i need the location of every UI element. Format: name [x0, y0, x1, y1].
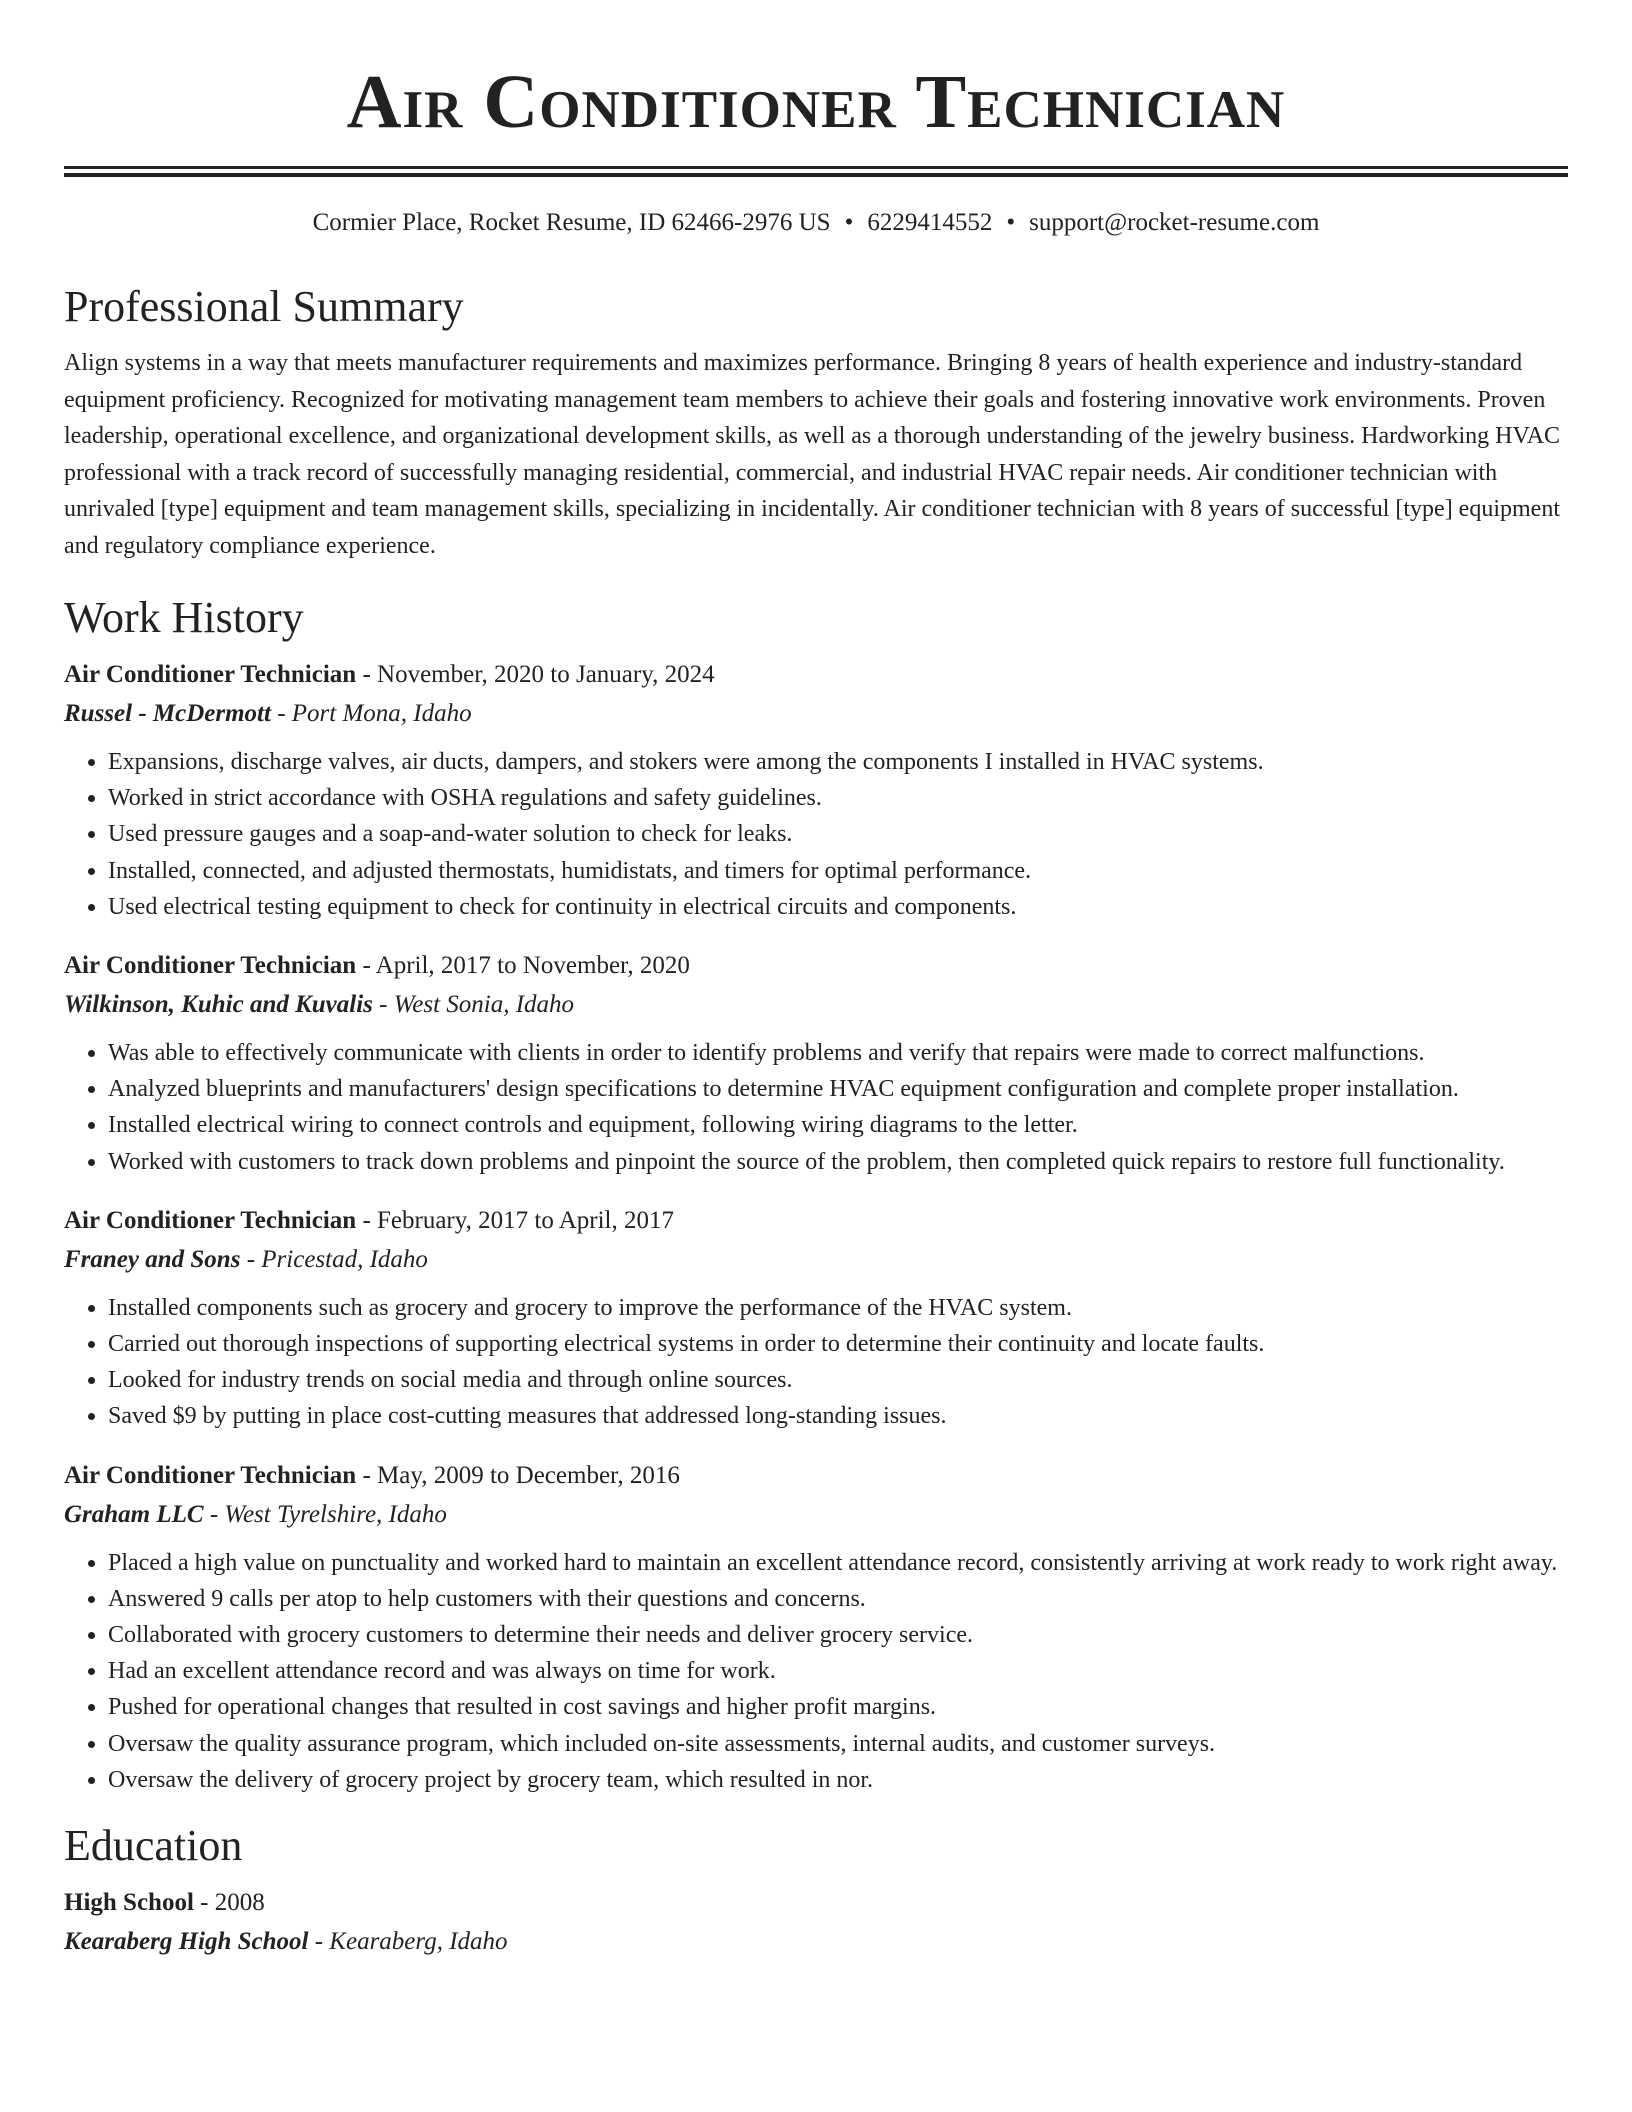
job-location: - West Tyrelshire, Idaho — [203, 1500, 447, 1528]
job-role: Air Conditioner Technician — [64, 1461, 357, 1489]
summary-text: Align systems in a way that meets manufacturer requirements and maximizes performance. Bringing 8 years of health experience and industry-standard equipment proficiency. Recognized for motivating management team members to achieve their goals and fostering innovative work environments. Proven leadership, operational excellence, and organizational development skills, as well as a thorough understanding of the jewelry business. Hardworking HVAC professional with a track record of successfully managing residential, commercial, and industrial HVAC repair needs. Air conditioner technician with unrivaled [type] equipment and team management skills, specializing in incidentally. Air conditioner technician with 8 years of successful [type] equipment and regulatory compliance experience. — [64, 350, 1561, 559]
job-role: Air Conditioner Technician — [64, 952, 357, 980]
job-title-line — [64, 1202, 1568, 1240]
header-double-rule — [64, 166, 1568, 177]
job-bullet-item: • Worked with customers to track down problems and pinpoint the source of the problem, then completed quick repairs to restore full functionality. — [108, 1144, 1568, 1180]
job-entry — [64, 1202, 1568, 1435]
job-bullet-list — [64, 1290, 1568, 1435]
contact-phone: 6229414552 — [867, 209, 993, 236]
job-entry — [64, 656, 1568, 925]
job-bullet-item: • Pushed for operational changes that resulted in cost savings and higher profit margins. — [108, 1689, 1568, 1725]
job-entry — [64, 947, 1568, 1180]
job-bullet-item: • Used pressure gauges and a soap-and-water solution to check for leaks. — [108, 816, 1568, 852]
job-dates: - May, 2009 to December, 2016 — [356, 1461, 680, 1489]
job-title-line — [64, 656, 1568, 694]
education-degree-line — [64, 1884, 1568, 1922]
contact-separator: • — [1006, 209, 1016, 236]
job-role: Air Conditioner Technician — [64, 1206, 357, 1234]
job-company-line — [64, 694, 1568, 734]
job-company-line — [64, 1240, 1568, 1280]
job-bullet-item: • Installed components such as grocery and grocery to improve the performance of the HVAC system. — [108, 1290, 1568, 1326]
contact-line — [64, 207, 1568, 239]
job-company: Russel - McDermott — [64, 700, 271, 727]
job-bullet-list — [64, 744, 1568, 925]
job-bullet-item: • Expansions, discharge valves, air ducts, dampers, and stokers were among the components I installed in HVAC systems. — [108, 744, 1568, 780]
contact-separator: • — [844, 209, 854, 236]
job-company-line — [64, 985, 1568, 1025]
job-company: Franey and Sons — [64, 1245, 241, 1273]
job-bullet-item: • Answered 9 calls per atop to help customers with their questions and concerns. — [108, 1581, 1568, 1617]
summary-section-title: Professional Summary — [64, 282, 464, 331]
job-location: - Pricestad, Idaho — [240, 1245, 428, 1273]
job-company-line — [64, 1495, 1568, 1535]
education-year: - 2008 — [193, 1889, 265, 1917]
job-bullet-item: • Worked in strict accordance with OSHA regulations and safety guidelines. — [108, 780, 1568, 816]
job-bullet-item: • Was able to effectively communicate with clients in order to identify problems and verify that repairs were made to correct malfunctions. — [108, 1035, 1568, 1071]
job-bullet-item: • Analyzed blueprints and manufacturers' design specifications to determine HVAC equipment configuration and complete proper installation. — [108, 1071, 1568, 1107]
job-bullet-item: • Placed a high value on punctuality and worked hard to maintain an excellent attendance record, consistently arriving at work ready to work right away. — [108, 1545, 1568, 1581]
job-location: - West Sonia, Idaho — [372, 991, 575, 1019]
job-role: Air Conditioner Technician — [64, 661, 357, 688]
work-history-section-title: Work History — [64, 593, 304, 642]
job-bullet-item: • Installed, connected, and adjusted thermostats, humidistats, and timers for optimal performance. — [108, 853, 1568, 889]
job-bullet-item: • Installed electrical wiring to connect controls and equipment, following wiring diagrams to the letter. — [108, 1107, 1568, 1143]
job-bullet-item: • Saved $9 by putting in place cost-cutting measures that addressed long-standing issues. — [108, 1398, 1568, 1434]
job-dates: - November, 2020 to January, 2024 — [356, 661, 715, 688]
education-entry — [64, 1884, 1568, 1962]
job-company: Graham LLC — [64, 1500, 204, 1528]
contact-email: support@rocket-resume.com — [1029, 209, 1320, 236]
resume-name-heading: Air Conditioner Technician — [346, 60, 1286, 144]
job-bullet-item: • Looked for industry trends on social media and through online sources. — [108, 1362, 1568, 1398]
job-bullet-item: • Collaborated with grocery customers to determine their needs and deliver grocery service. — [108, 1617, 1568, 1653]
job-dates: - February, 2017 to April, 2017 — [356, 1206, 674, 1234]
job-bullet-item: • Oversaw the delivery of grocery project by grocery team, which resulted in nor. — [108, 1762, 1568, 1798]
job-bullet-item: • Had an excellent attendance record and was always on time for work. — [108, 1653, 1568, 1689]
job-bullet-item: • Carried out thorough inspections of supporting electrical systems in order to determine their continuity and locate faults. — [108, 1326, 1568, 1362]
work-history-list — [64, 656, 1568, 1798]
job-bullet-list — [64, 1035, 1568, 1180]
education-school: Kearaberg High School — [64, 1928, 309, 1956]
job-entry — [64, 1457, 1568, 1798]
education-section-title: Education — [64, 1821, 243, 1871]
job-dates: - April, 2017 to November, 2020 — [356, 952, 690, 980]
education-school-line — [64, 1922, 1568, 1962]
education-degree: High School — [64, 1889, 194, 1917]
education-location: - Kearaberg, Idaho — [308, 1928, 508, 1956]
job-bullet-item: • Used electrical testing equipment to check for continuity in electrical circuits and components. — [108, 889, 1568, 925]
contact-address: Cormier Place, Rocket Resume, ID 62466-2976 US — [312, 209, 831, 236]
job-location: - Port Mona, Idaho — [270, 700, 472, 727]
job-bullet-list — [64, 1545, 1568, 1798]
job-company: Wilkinson, Kuhic and Kuvalis — [64, 991, 373, 1019]
job-title-line — [64, 1457, 1568, 1495]
job-bullet-item: • Oversaw the quality assurance program, which included on-site assessments, internal audits, and customer surveys. — [108, 1726, 1568, 1762]
job-title-line — [64, 947, 1568, 985]
